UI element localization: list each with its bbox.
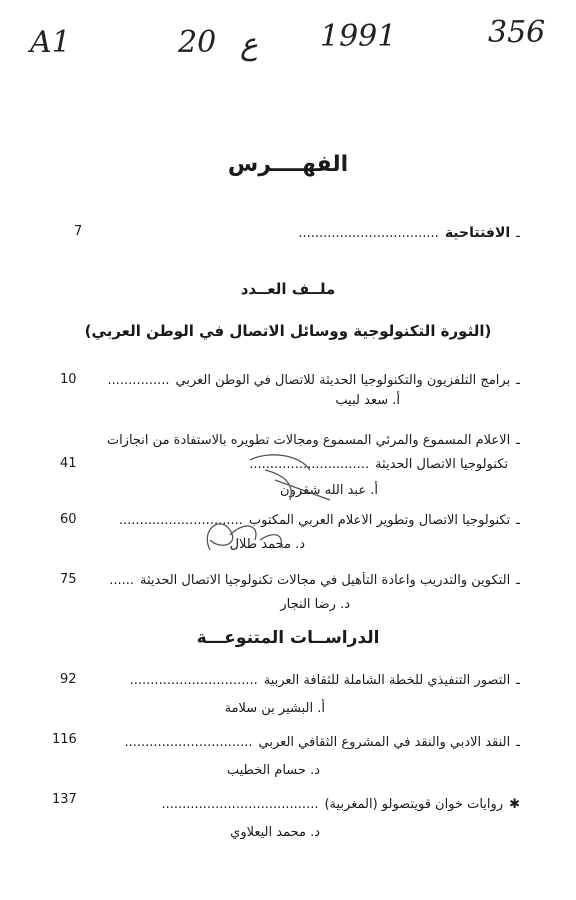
leader-dots: ...................................... bbox=[161, 797, 319, 812]
entry-title-continued: تكنولوجيا الاتصال الحديثة bbox=[375, 457, 508, 472]
entry-title: النقد الادبي والنقد في المشروع الثقافي العربي bbox=[258, 735, 511, 750]
leader-dots: ............................... bbox=[129, 673, 258, 688]
entry-title: التكوين والتدريب واعادة التأهيل في مجالات تكنولوجيا الاتصال الحديثة bbox=[140, 573, 511, 588]
entry-title: الاعلام المسموع والمرئي المسموع ومجالات تطويره بالاستفادة من انجازات bbox=[106, 433, 511, 448]
entry-page: 116 bbox=[52, 732, 77, 747]
entry-page: 60 bbox=[60, 512, 77, 527]
entry-page: 137 bbox=[52, 792, 77, 807]
various-entry-2 bbox=[40, 734, 520, 780]
entry-author: د. محمد طلال bbox=[229, 537, 305, 552]
leader-dots: .............................. bbox=[118, 513, 243, 528]
entry-title: روايات خوان قويتصولو (المغربية) bbox=[324, 797, 504, 812]
entry-author: د. محمد اليعلاوي bbox=[230, 825, 320, 840]
leader-dots: .................................. bbox=[298, 226, 439, 241]
entry-title: برامج التلفزيون والتكنولوجيا الحديثة للاتصال في الوطن العربي bbox=[175, 373, 511, 388]
toc-title: الفهــــرس bbox=[227, 152, 349, 177]
entry-author: د. رضا النجار bbox=[280, 597, 350, 612]
various-entry-1 bbox=[40, 672, 520, 718]
entry-page: 41 bbox=[60, 456, 77, 471]
handwritten-ref-left: A1 bbox=[30, 25, 71, 60]
issue-entry-4 bbox=[40, 572, 520, 614]
bullet-dash: ـ bbox=[516, 513, 520, 528]
bullet-dash: ـ bbox=[516, 735, 520, 750]
handwritten-date-year: 1991 bbox=[320, 19, 397, 54]
opening-title: الافتتاحية bbox=[444, 225, 511, 241]
issue-entry-1 bbox=[40, 372, 520, 410]
entry-page: 92 bbox=[60, 672, 77, 687]
handwritten-date-day: 20 bbox=[178, 25, 217, 60]
issue-file-heading: ملــف العــدد bbox=[240, 280, 336, 298]
issue-file-subheading: (الثورة التكنولوجية ووسائل الاتصال في الوطن العربي) bbox=[84, 322, 492, 340]
various-entry-3 bbox=[40, 796, 520, 842]
pencil-scribble bbox=[190, 440, 350, 560]
bullet-dash: ـ bbox=[516, 673, 520, 688]
leader-dots: ............................... bbox=[124, 735, 253, 750]
entry-author: أ. سعد لبيب bbox=[335, 393, 400, 408]
entry-title: تكنولوجيا الاتصال وتطوير الاعلام العربي المكتوب bbox=[248, 513, 511, 528]
opening-page: 7 bbox=[74, 224, 83, 239]
leader-dots: ...... bbox=[109, 573, 134, 588]
bullet-dash: ـ bbox=[516, 226, 520, 241]
entry-author: أ. عبد الله شقرون bbox=[280, 483, 378, 498]
bullet-dash: ـ bbox=[516, 433, 520, 448]
entry-author: أ. البشير بن سلامة bbox=[224, 701, 325, 716]
entry-page: 10 bbox=[60, 372, 77, 387]
leader-dots: ............................. bbox=[249, 457, 370, 472]
entry-author: د. حسام الخطيب bbox=[226, 763, 320, 778]
leader-dots: ............... bbox=[107, 373, 170, 388]
opening-entry bbox=[40, 224, 520, 243]
bullet-dash: ـ bbox=[516, 373, 520, 388]
star-marker: ✱ bbox=[509, 797, 520, 812]
entry-page: 75 bbox=[60, 572, 77, 587]
entry-title: التصور التنفيذي للخطة الشاملة للثقافة العربية bbox=[263, 673, 511, 688]
various-heading: الدراســات المتنوعـــة bbox=[196, 628, 380, 648]
handwritten-ref-right: 356 bbox=[488, 15, 546, 50]
handwritten-date-month: ع bbox=[240, 27, 258, 62]
bullet-dash: ـ bbox=[516, 573, 520, 588]
